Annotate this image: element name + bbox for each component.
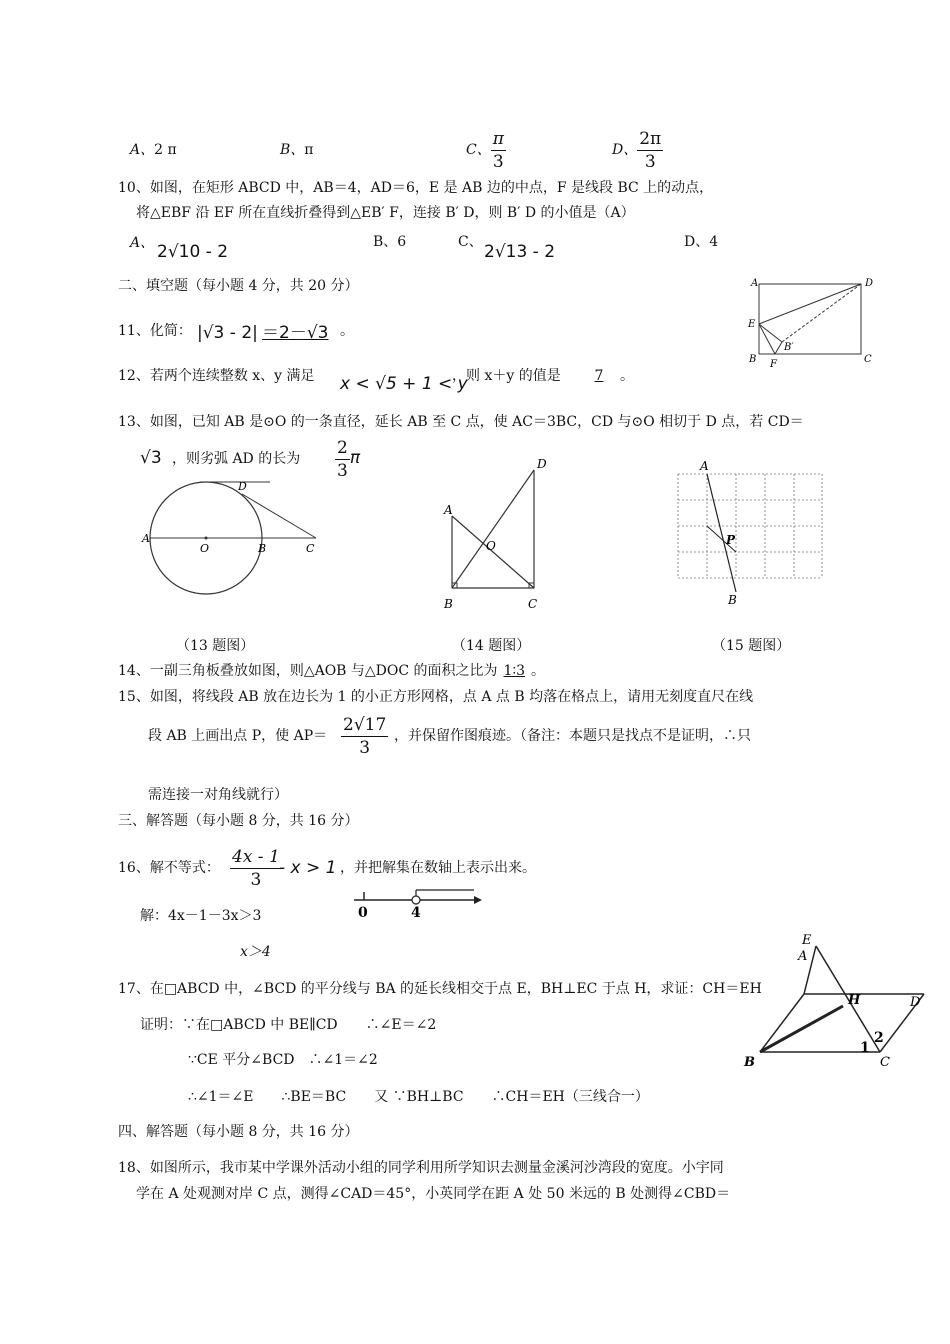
q16-solution-1: 解：4x－1－3x＞3: [140, 908, 262, 924]
q16-prefix: 16、解不等式：: [118, 860, 220, 876]
q12-prefix: 12、若两个连续整数 x、y 满足: [118, 368, 315, 384]
fig10-label-e: E: [748, 319, 756, 330]
fig17-label-b: B: [744, 1055, 755, 1070]
fig10-label-c: C: [864, 354, 872, 365]
q10-line2: 将△EBF 沿 EF 所在直线折叠得到△EB′ F，连接 B′ D，则 B′ D 的小值是（A）: [136, 205, 635, 221]
q17-line1: 17、在□ABCD 中，∠BCD 的平分线与 BA 的延长线相交于点 E，BH⊥EC 于点 H，求证：CH＝EH: [118, 981, 762, 997]
q15-fraction: $\frac{2√17}{3}$: [343, 714, 387, 758]
figure-q17-parallelogram: [740, 928, 940, 1073]
section4-heading: 四、解答题（每小题 8 分，共 16 分）: [118, 1124, 359, 1140]
q12-expression: x < √5 + 1 < y: [340, 374, 468, 394]
q15-line1: 15、如图，将线段 AB 放在边长为 1 的小正方形网格，点 A 点 B 均落在格点上，请用无刻度直尺在线: [118, 689, 754, 705]
section2-heading: 二、填空题（每小题 4 分，共 20 分）: [118, 278, 359, 294]
q17-proof1: 证明：∵在□ABCD 中 BE∥CD ∴∠E＝∠2: [140, 1017, 437, 1033]
fig14-label-a: A: [444, 503, 453, 517]
q11-prefix: 11、化简：: [118, 323, 192, 339]
q10-option-c: C、: [458, 234, 483, 250]
q9-option-a: A、2 π: [130, 142, 177, 158]
q15-line2: 段 AB 上画出点 P，使 AP＝: [148, 728, 328, 744]
fig15-label-b: B: [728, 593, 737, 607]
number-line-four: 4: [411, 905, 421, 921]
q10-option-d: D、4: [684, 234, 719, 250]
q12-answer: 7: [594, 368, 604, 384]
fig13-label-o: O: [200, 542, 210, 555]
fig17-label-h: H: [848, 993, 861, 1008]
caption-fig15: （15 题图）: [712, 638, 791, 654]
figure-q15-grid: [670, 458, 830, 608]
q10-line1: 10、如图，在矩形 ABCD 中，AB＝4，AD＝6，E 是 AB 边的中点，F 是线段 BC 上的动点，: [118, 180, 714, 196]
q18-line1: 18、如图所示，我市某中学课外活动小组的同学利用所学知识去测量金溪河沙湾段的宽度。小宇同: [118, 1160, 724, 1176]
q15-line3: 需连接一对角线就行）: [148, 787, 288, 803]
q15-line2-rest: ，并保留作图痕迹。（备注：本题只是找点不是证明，∴只: [394, 728, 751, 744]
fig13-label-d: D: [238, 480, 247, 493]
q16-suffix: ，并把解集在数轴上表示出来。: [340, 860, 536, 876]
fig10-label-f: F: [770, 359, 777, 370]
fig10-label-a: A: [751, 278, 759, 289]
q13-line1: 13、如图，已知 AB 是⊙O 的一条直径，延长 AB 至 C 点，使 AC＝3BC，CD 与⊙O 相切于 D 点，若 CD＝: [118, 414, 804, 430]
q16-solution-2: x＞4: [240, 944, 271, 960]
q13-answer: $\frac{2}{3}$ π: [337, 437, 361, 481]
figure-q14-triangles: [438, 454, 568, 614]
q9-option-d: D、 $\frac{2\pi}{3}$: [612, 128, 662, 172]
fig13-label-c: C: [306, 542, 315, 555]
q10-option-b: B、6: [373, 234, 407, 250]
fig15-label-p: P: [726, 533, 736, 547]
q17-proof2: ∵CE 平分∠BCD ∴∠1＝∠2: [188, 1052, 378, 1068]
fig17-angle-1: 1: [860, 1040, 870, 1056]
q11-answer: ＝2－√3: [262, 323, 329, 343]
number-line-zero: 0: [358, 905, 368, 921]
q16-rest: - x > 1: [279, 858, 337, 878]
q16-fraction: $\frac{4x - 1}{3}$: [232, 846, 280, 890]
q12-mid: ，则 x＋y 的值是: [452, 368, 561, 384]
section3-heading: 三、解答题（每小题 8 分，共 16 分）: [118, 813, 359, 829]
figure-q10-rectangle: [742, 272, 882, 372]
fig17-label-d: D: [910, 995, 921, 1010]
fig14-label-o: O: [486, 539, 496, 553]
q17-proof3: ∴∠1＝∠E ∴BE＝BC 又 ∵BH⊥BC ∴CH＝EH（三线合一）: [188, 1089, 649, 1105]
fig14-label-d: D: [537, 457, 547, 471]
q11-expression: |√3 - 2|: [197, 323, 258, 343]
q10-option-c-value: 2√13 - 2: [484, 242, 556, 262]
fig13-label-a: A: [142, 532, 150, 545]
q10-option-a-value: 2√10 - 2: [157, 242, 229, 262]
fig10-label-d: D: [865, 278, 874, 289]
fig14-label-b: B: [444, 597, 453, 611]
fig17-label-a: A: [798, 949, 808, 964]
q16-number-line: [350, 884, 490, 924]
q10-option-a: A、: [130, 235, 155, 251]
q9-option-b: B、π: [280, 142, 314, 158]
figure-q13-circle: [140, 472, 340, 622]
q9-option-c: C、 $\frac{\pi}{3}$: [466, 128, 504, 172]
fig17-label-e: E: [802, 933, 812, 948]
caption-fig14: （14 题图）: [452, 638, 531, 654]
fig10-label-bprime: B′: [784, 342, 794, 353]
fig14-label-c: C: [528, 597, 538, 611]
q18-line2: 学在 A 处观测对岸 C 点，测得∠CAD＝45°，小英同学在距 A 处 50 米远的 B 处测得∠CBD＝: [136, 1186, 731, 1202]
fig15-label-a: A: [700, 459, 709, 473]
fig13-label-b: B: [258, 542, 267, 555]
q13-line2: ，则劣弧 AD 的长为: [172, 451, 301, 467]
q14-text: 14、一副三角板叠放如图，则△AOB 与△DOC 的面积之比为 1∶3 。: [118, 663, 546, 679]
q13-sqrt3: √3: [140, 448, 162, 468]
caption-fig13: （13 题图）: [176, 638, 255, 654]
fig17-angle-2: 2: [874, 1030, 884, 1046]
fig10-label-b: B: [749, 354, 757, 365]
fig17-label-c: C: [880, 1055, 890, 1070]
q12-suffix: 。: [620, 368, 634, 384]
q11-suffix: 。: [340, 323, 354, 339]
